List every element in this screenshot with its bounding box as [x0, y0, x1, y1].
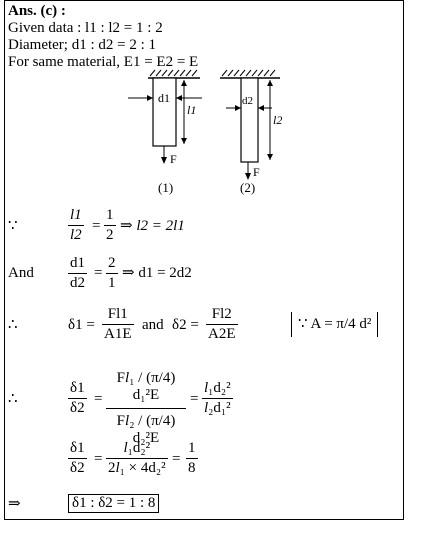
delta1-fraction	[102, 306, 134, 343]
final-result: δ1 : δ2 = 1 : 8	[68, 494, 159, 513]
force-2-label: F	[253, 165, 260, 179]
diameter-ratio: Diameter; d1 : d2 = 2 : 1	[8, 37, 157, 53]
eighth-num: 1	[186, 440, 198, 459]
l-result: ⇒ l2 = 2l1	[120, 218, 185, 234]
eighth-den: 8	[188, 460, 196, 476]
l2-label: l2	[273, 113, 283, 127]
eq-sign-2: =	[94, 265, 103, 281]
delta2-fraction	[206, 306, 238, 343]
therefore-symbol-2: ∴	[8, 391, 18, 407]
bar-1	[153, 78, 176, 146]
one-den: 1	[108, 275, 116, 291]
substituted-num: l₁d₂²	[106, 440, 168, 459]
fl2: Fl2	[206, 306, 238, 325]
l-ratio-den: l2	[70, 227, 82, 243]
eq-sign-5: =	[94, 451, 103, 467]
area-formula: ∵ A = π/4 d²	[291, 312, 378, 337]
delta-ratio-den-1: δ2	[70, 400, 85, 416]
caption-1: (1)	[158, 180, 174, 195]
delta-ratio-den-2: δ2	[70, 460, 85, 476]
simplified-den: l₂d₁²	[204, 400, 231, 416]
and-label: And	[8, 265, 34, 281]
half-den: 2	[106, 227, 114, 243]
one-eighth-fraction	[186, 440, 198, 477]
l-ratio-num: l1	[68, 207, 84, 226]
substituted-den: 2l₁ × 4d₂²	[108, 460, 166, 476]
eq-sign-3: =	[94, 391, 103, 407]
delta-ratio-fraction-1	[68, 380, 87, 417]
support-2	[220, 70, 280, 78]
two-num: 2	[106, 255, 118, 274]
delta2-eq: δ2 =	[172, 317, 199, 333]
delta-ratio-num-2: δ1	[68, 440, 87, 459]
delta1-eq: δ1 =	[68, 317, 95, 333]
eq-sign-4: =	[190, 391, 199, 407]
d-ratio-den: d2	[70, 275, 85, 291]
bar-2	[241, 78, 258, 162]
implies-symbol: ⇒	[8, 496, 21, 512]
compound-fraction	[106, 370, 186, 447]
and-word: and	[142, 317, 164, 333]
since-symbol: ∵	[8, 218, 18, 234]
a1e: A1E	[104, 326, 132, 342]
compound-num: Fl₁ / (π/4) d₁²E	[106, 370, 186, 409]
d2-label: d2	[242, 95, 253, 107]
therefore-symbol-1: ∴	[8, 317, 18, 333]
fl1: Fl1	[102, 306, 134, 325]
half-num: 1	[104, 207, 116, 226]
l-ratio-fraction	[68, 207, 84, 244]
given-data: Given data : l1 : l2 = 1 : 2	[8, 20, 163, 36]
d-ratio-fraction	[68, 255, 87, 292]
two-over-one-fraction	[106, 255, 118, 292]
l1-label: l1	[187, 103, 197, 117]
d-result: ⇒ d1 = 2d2	[122, 265, 192, 281]
simplified-fraction	[202, 380, 233, 417]
bars-figure	[120, 68, 290, 203]
eq-sign-1: =	[92, 218, 101, 234]
simplified-num: l₁d₂²	[202, 380, 233, 399]
delta-ratio-num-1: δ1	[68, 380, 87, 399]
delta-ratio-fraction-2	[68, 440, 87, 477]
caption-2: (2)	[240, 180, 256, 195]
d-ratio-num: d1	[68, 255, 87, 274]
d1-label: d1	[158, 91, 170, 105]
eq-sign-6: =	[172, 451, 181, 467]
substituted-fraction	[106, 440, 168, 477]
compound-den: Fl₂ / (π/4) d₂²E	[116, 413, 176, 446]
material-note: For same material, E1 = E2 = E	[8, 54, 199, 70]
half-fraction	[104, 207, 116, 244]
support-1	[148, 70, 200, 78]
force-1-label: F	[170, 152, 177, 166]
a2e: A2E	[208, 326, 236, 342]
answer-label: Ans. (c) :	[8, 3, 66, 19]
